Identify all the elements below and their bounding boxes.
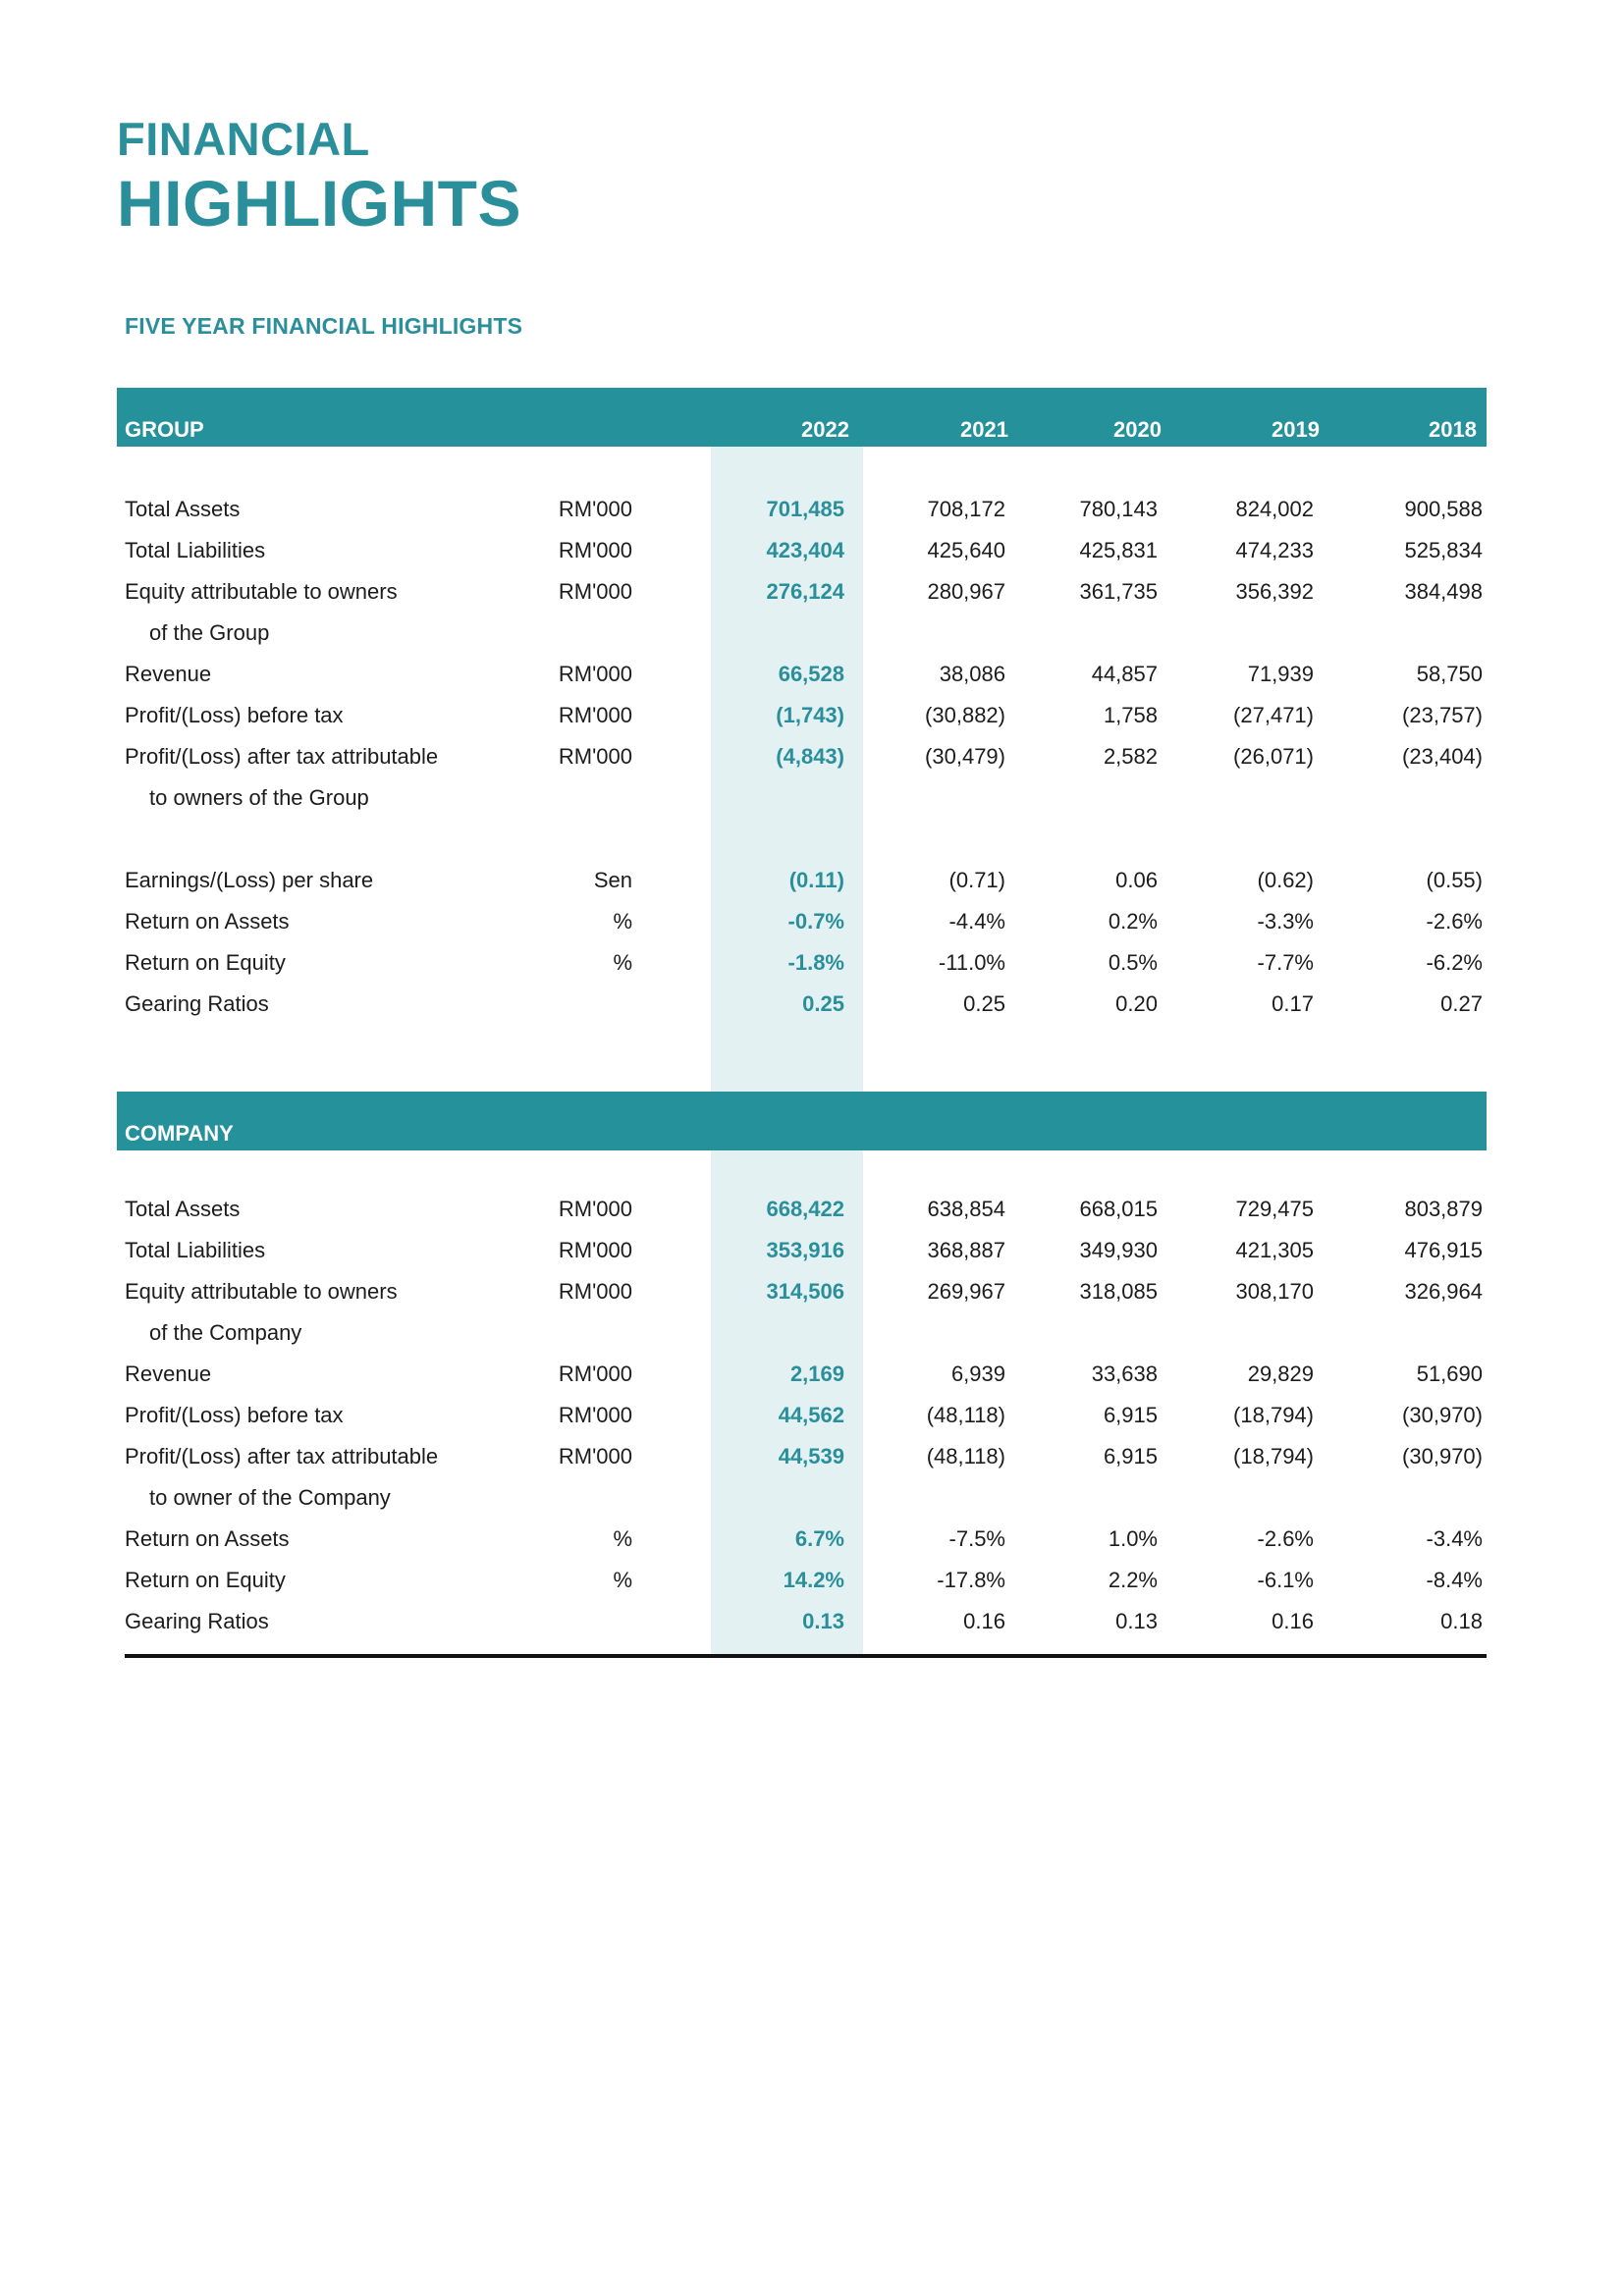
value-cell-2018: 326,964 [1404,1279,1483,1304]
value-cell-2021: 708,172 [927,497,1005,521]
value-cell-2018: (30,970) [1402,1403,1483,1427]
row-unit: % [613,1568,632,1592]
value-cell-2022: 276,124 [766,579,844,604]
value-cell-2019: (18,794) [1233,1444,1314,1468]
value-cell-2020: 6,915 [1103,1403,1158,1427]
value-cell-2019: 71,939 [1247,662,1314,686]
value-cell-2022: (1,743) [776,703,844,727]
value-cell-2019: 474,233 [1235,538,1314,562]
value-cell-2022: -0.7% [787,909,844,934]
value-cell-2018: 51,690 [1416,1362,1483,1386]
value-cell-2022: 668,422 [766,1197,844,1221]
row-label: Revenue [125,1362,212,1386]
value-cell-2021: (0.71) [948,868,1005,892]
row-unit: RM'000 [558,1279,632,1304]
value-cell-2022: (0.11) [788,868,844,892]
row-label: to owner of the Company [149,1485,391,1510]
value-cell-2020: 44,857 [1091,662,1158,686]
value-cell-2022: 0.25 [802,991,844,1016]
value-cell-2018: -2.6% [1426,909,1483,934]
value-cell-2021: 0.25 [963,991,1005,1016]
row-label: Return on Equity [125,1568,286,1592]
value-cell-2021: 6,939 [950,1362,1005,1386]
row-unit: RM'000 [558,1362,632,1386]
value-cell-2021: -11.0% [938,950,1005,975]
row-label: Gearing Ratios [125,991,269,1016]
value-cell-2019: 356,392 [1235,579,1314,604]
value-cell-2019: 824,002 [1235,497,1314,521]
value-cell-2018: 525,834 [1404,538,1483,562]
value-cell-2018: (0.55) [1426,868,1483,892]
value-cell-2020: 33,638 [1091,1362,1158,1386]
year-header-2020: 2020 [1113,417,1162,442]
value-cell-2020: 6,915 [1103,1444,1158,1468]
year-header-2019: 2019 [1272,417,1320,442]
value-cell-2020: 0.20 [1115,991,1158,1016]
value-cell-2019: 0.16 [1272,1609,1314,1633]
value-cell-2020: 2,582 [1103,744,1158,769]
value-cell-2018: 0.18 [1440,1609,1483,1633]
value-cell-2022: 353,916 [766,1238,844,1262]
value-cell-2019: 729,475 [1235,1197,1314,1221]
value-cell-2022: 2,169 [789,1362,844,1386]
value-cell-2020: 780,143 [1079,497,1158,521]
value-cell-2021: (48,118) [926,1403,1005,1427]
year-header-2022: 2022 [801,417,849,442]
value-cell-2022: 14.2% [783,1568,844,1592]
value-cell-2018: 58,750 [1416,662,1483,686]
row-label: Return on Equity [125,950,286,975]
value-cell-2019: (18,794) [1233,1403,1314,1427]
row-label: Equity attributable to owners [125,1279,398,1304]
row-label: Profit/(Loss) before tax [125,1403,344,1427]
row-unit: RM'000 [558,579,632,604]
row-label: Return on Assets [125,909,290,934]
value-cell-2018: 900,588 [1404,497,1483,521]
value-cell-2019: (27,471) [1233,703,1314,727]
row-label: Earnings/(Loss) per share [125,868,374,892]
value-cell-2021: 638,854 [927,1197,1005,1221]
company-header-band [117,1092,1487,1150]
value-cell-2019: -3.3% [1257,909,1314,934]
value-cell-2021: -4.4% [948,909,1005,934]
value-cell-2020: 1.0% [1108,1526,1158,1551]
row-unit: RM'000 [558,662,632,686]
value-cell-2022: -1.8% [787,950,844,975]
value-cell-2018: 476,915 [1404,1238,1483,1262]
current-year-highlight-column [711,447,863,1656]
year-header-2021: 2021 [960,417,1008,442]
row-unit: RM'000 [558,538,632,562]
value-cell-2021: 425,640 [927,538,1005,562]
year-header-2018: 2018 [1429,417,1477,442]
value-cell-2019: -6.1% [1257,1568,1314,1592]
row-label: Total Liabilities [125,1238,266,1262]
value-cell-2021: (30,882) [925,703,1005,727]
value-cell-2018: (30,970) [1402,1444,1483,1468]
value-cell-2019: 0.17 [1272,991,1314,1016]
group-header-band [117,388,1487,447]
value-cell-2021: 38,086 [939,662,1005,686]
row-unit: RM'000 [558,1444,632,1468]
row-label: Profit/(Loss) after tax attributable [125,1444,439,1468]
value-cell-2022: (4,843) [776,744,844,769]
value-cell-2020: 349,930 [1079,1238,1158,1262]
value-cell-2020: 2.2% [1108,1568,1158,1592]
value-cell-2020: 361,735 [1079,579,1158,604]
value-cell-2018: 384,498 [1404,579,1483,604]
value-cell-2020: 0.06 [1115,868,1158,892]
value-cell-2021: 368,887 [927,1238,1005,1262]
value-cell-2021: 269,967 [927,1279,1005,1304]
value-cell-2021: (48,118) [926,1444,1005,1468]
row-label: to owners of the Group [149,785,369,810]
value-cell-2022: 314,506 [766,1279,844,1304]
row-unit: RM'000 [558,744,632,769]
row-label: Total Assets [125,1197,241,1221]
value-cell-2019: -7.7% [1257,950,1314,975]
row-unit: RM'000 [558,497,632,521]
value-cell-2018: 803,879 [1404,1197,1483,1221]
group-header-label: GROUP [125,417,204,442]
row-label: Gearing Ratios [125,1609,269,1633]
value-cell-2020: 425,831 [1079,538,1158,562]
value-cell-2020: 1,758 [1103,703,1158,727]
value-cell-2021: -7.5% [948,1526,1005,1551]
row-unit: RM'000 [558,1197,632,1221]
row-label: Total Liabilities [125,538,266,562]
value-cell-2022: 423,404 [766,538,844,562]
page-title-line2: HIGHLIGHTS [117,167,521,240]
value-cell-2021: (30,479) [925,744,1005,769]
table-bottom-rule [125,1654,1487,1658]
row-label: Equity attributable to owners [125,579,398,604]
value-cell-2022: 66,528 [778,662,844,686]
value-cell-2022: 44,562 [778,1403,844,1427]
row-unit: % [613,1526,632,1551]
row-label: of the Company [149,1320,302,1345]
row-label: of the Group [149,620,270,645]
value-cell-2022: 44,539 [778,1444,844,1468]
value-cell-2018: 0.27 [1440,991,1483,1016]
value-cell-2019: 29,829 [1247,1362,1314,1386]
row-unit: RM'000 [558,703,632,727]
value-cell-2022: 701,485 [766,497,844,521]
value-cell-2018: -8.4% [1426,1568,1483,1592]
row-unit: Sen [593,868,632,892]
value-cell-2019: (0.62) [1257,868,1314,892]
value-cell-2021: -17.8% [937,1568,1005,1592]
value-cell-2020: 0.2% [1108,909,1158,934]
row-label: Return on Assets [125,1526,290,1551]
row-unit: % [613,950,632,975]
row-label: Total Assets [125,497,241,521]
value-cell-2019: (26,071) [1233,744,1314,769]
value-cell-2020: 318,085 [1079,1279,1158,1304]
value-cell-2019: 308,170 [1235,1279,1314,1304]
company-header-label: COMPANY [125,1121,234,1146]
value-cell-2022: 0.13 [802,1609,844,1633]
section-subtitle: FIVE YEAR FINANCIAL HIGHLIGHTS [125,313,523,339]
value-cell-2021: 0.16 [963,1609,1005,1633]
row-unit: RM'000 [558,1403,632,1427]
page-title-line1: FINANCIAL [117,113,370,165]
value-cell-2020: 668,015 [1079,1197,1158,1221]
value-cell-2018: (23,757) [1402,703,1483,727]
row-label: Profit/(Loss) after tax attributable [125,744,439,769]
row-unit: % [613,909,632,934]
row-unit: RM'000 [558,1238,632,1262]
value-cell-2022: 6.7% [794,1526,844,1551]
value-cell-2018: -3.4% [1426,1526,1483,1551]
value-cell-2020: 0.5% [1108,950,1158,975]
value-cell-2019: 421,305 [1235,1238,1314,1262]
value-cell-2018: -6.2% [1426,950,1483,975]
value-cell-2018: (23,404) [1402,744,1483,769]
row-label: Revenue [125,662,212,686]
value-cell-2020: 0.13 [1115,1609,1158,1633]
value-cell-2019: -2.6% [1257,1526,1314,1551]
value-cell-2021: 280,967 [927,579,1005,604]
row-label: Profit/(Loss) before tax [125,703,344,727]
